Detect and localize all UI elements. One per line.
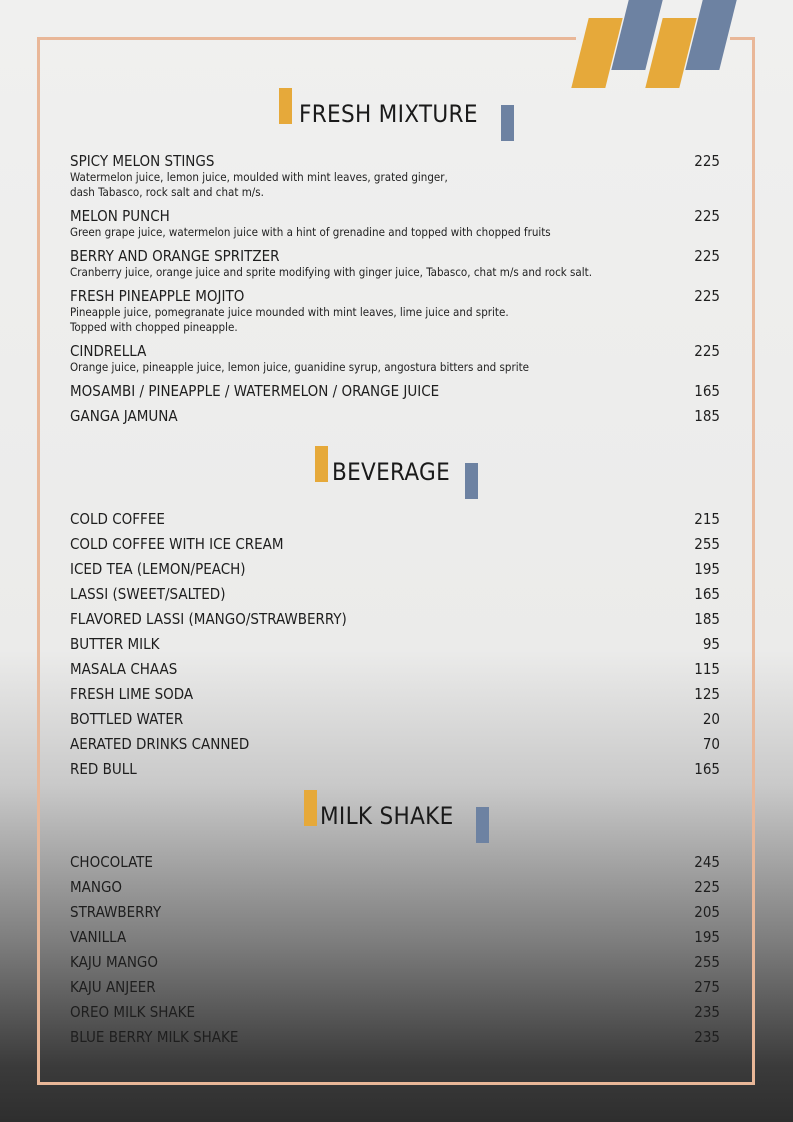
item-name: BOTTLED WATER [70,710,184,728]
item-price: 165 [694,382,720,400]
item-description: Green grape juice, watermelon juice with a hint of grenadine and topped with chopped fruits [70,225,551,239]
item-list [70,853,720,1053]
item-price: 185 [694,407,720,425]
item-price: 70 [702,735,720,753]
menu-item [70,735,720,753]
item-price: 165 [694,760,720,778]
item-list [70,152,720,432]
item-price: 125 [694,685,720,703]
menu-item [70,710,720,728]
item-name: AERATED DRINKS CANNED [70,735,250,753]
menu-item [70,1003,720,1021]
item-price: 20 [702,710,720,728]
menu-item [70,342,720,375]
item-name: COLD COFFEE [70,510,165,528]
item-name: MOSAMBI / PINEAPPLE / WATERMELON / ORANGE JUICE [70,382,440,400]
menu-item [70,685,720,703]
menu-item [70,978,720,996]
item-name: KAJU ANJEER [70,978,156,996]
menu-item [70,585,720,603]
item-description: Watermelon juice, lemon juice, moulded with mint leaves, grated ginger, [70,170,448,184]
menu-item [70,760,720,778]
item-name: FRESH LIME SODA [70,685,194,703]
item-name: SPICY MELON STINGS [70,152,215,170]
item-price: 255 [694,953,720,971]
menu-item [70,382,720,400]
menu-item [70,535,720,553]
item-price: 225 [694,247,720,265]
heading-blue-bar [476,807,489,843]
item-price: 185 [694,610,720,628]
menu-item [70,928,720,946]
item-name: RED BULL [70,760,137,778]
heading-blue-bar [465,463,478,499]
item-list [70,510,720,785]
item-description: Pineapple juice, pomegranate juice mounded with mint leaves, lime juice and sprite. [70,305,509,319]
heading-orange-bar [315,446,328,482]
menu-item [70,560,720,578]
item-price: 195 [694,928,720,946]
item-price: 225 [694,878,720,896]
item-name: GANGA JAMUNA [70,407,178,425]
section-title: FRESH MIXTURE [299,100,478,128]
menu-item [70,1028,720,1046]
item-price: 225 [694,342,720,360]
menu-item [70,903,720,921]
menu-item [70,207,720,240]
item-price: 225 [694,287,720,305]
item-name: MANGO [70,878,123,896]
menu-item [70,953,720,971]
item-name: OREO MILK SHAKE [70,1003,196,1021]
item-name: VANILLA [70,928,127,946]
item-price: 235 [694,1028,720,1046]
item-price: 275 [694,978,720,996]
item-name: COLD COFFEE WITH ICE CREAM [70,535,284,553]
menu-item [70,407,720,425]
item-price: 205 [694,903,720,921]
menu-item [70,152,720,200]
menu-item [70,635,720,653]
item-name: FLAVORED LASSI (MANGO/STRAWBERRY) [70,610,347,628]
item-name: BUTTER MILK [70,635,160,653]
item-price: 115 [694,660,720,678]
item-price: 165 [694,585,720,603]
section-title: MILK SHAKE [320,802,454,830]
item-price: 215 [694,510,720,528]
menu-item [70,853,720,871]
item-description: Topped with chopped pineapple. [70,320,238,334]
heading-orange-bar [304,790,317,826]
menu-item [70,660,720,678]
item-description: Orange juice, pineapple juice, lemon juice, guanidine syrup, angostura bitters and sprite [70,360,529,374]
item-description: Cranberry juice, orange juice and sprite modifying with ginger juice, Tabasco, chat m/s and rock salt. [70,265,592,279]
heading-blue-bar [501,105,514,141]
item-name: CHOCOLATE [70,853,153,871]
item-name: CINDRELLA [70,342,147,360]
item-price: 95 [702,635,720,653]
item-name: KAJU MANGO [70,953,159,971]
item-price: 245 [694,853,720,871]
item-price: 255 [694,535,720,553]
item-description: dash Tabasco, rock salt and chat m/s. [70,185,264,199]
heading-orange-bar [279,88,292,124]
item-price: 195 [694,560,720,578]
item-name: LASSI (SWEET/SALTED) [70,585,226,603]
item-name: FRESH PINEAPPLE MOJITO [70,287,245,305]
menu-item [70,510,720,528]
item-name: STRAWBERRY [70,903,162,921]
item-name: MASALA CHAAS [70,660,178,678]
menu-item [70,287,720,335]
menu-item [70,247,720,280]
menu-item [70,878,720,896]
item-price: 235 [694,1003,720,1021]
item-name: BLUE BERRY MILK SHAKE [70,1028,239,1046]
item-name: MELON PUNCH [70,207,170,225]
item-name: ICED TEA (LEMON/PEACH) [70,560,246,578]
item-price: 225 [694,152,720,170]
menu-item [70,610,720,628]
item-name: BERRY AND ORANGE SPRITZER [70,247,280,265]
section-title: BEVERAGE [332,458,451,486]
item-price: 225 [694,207,720,225]
